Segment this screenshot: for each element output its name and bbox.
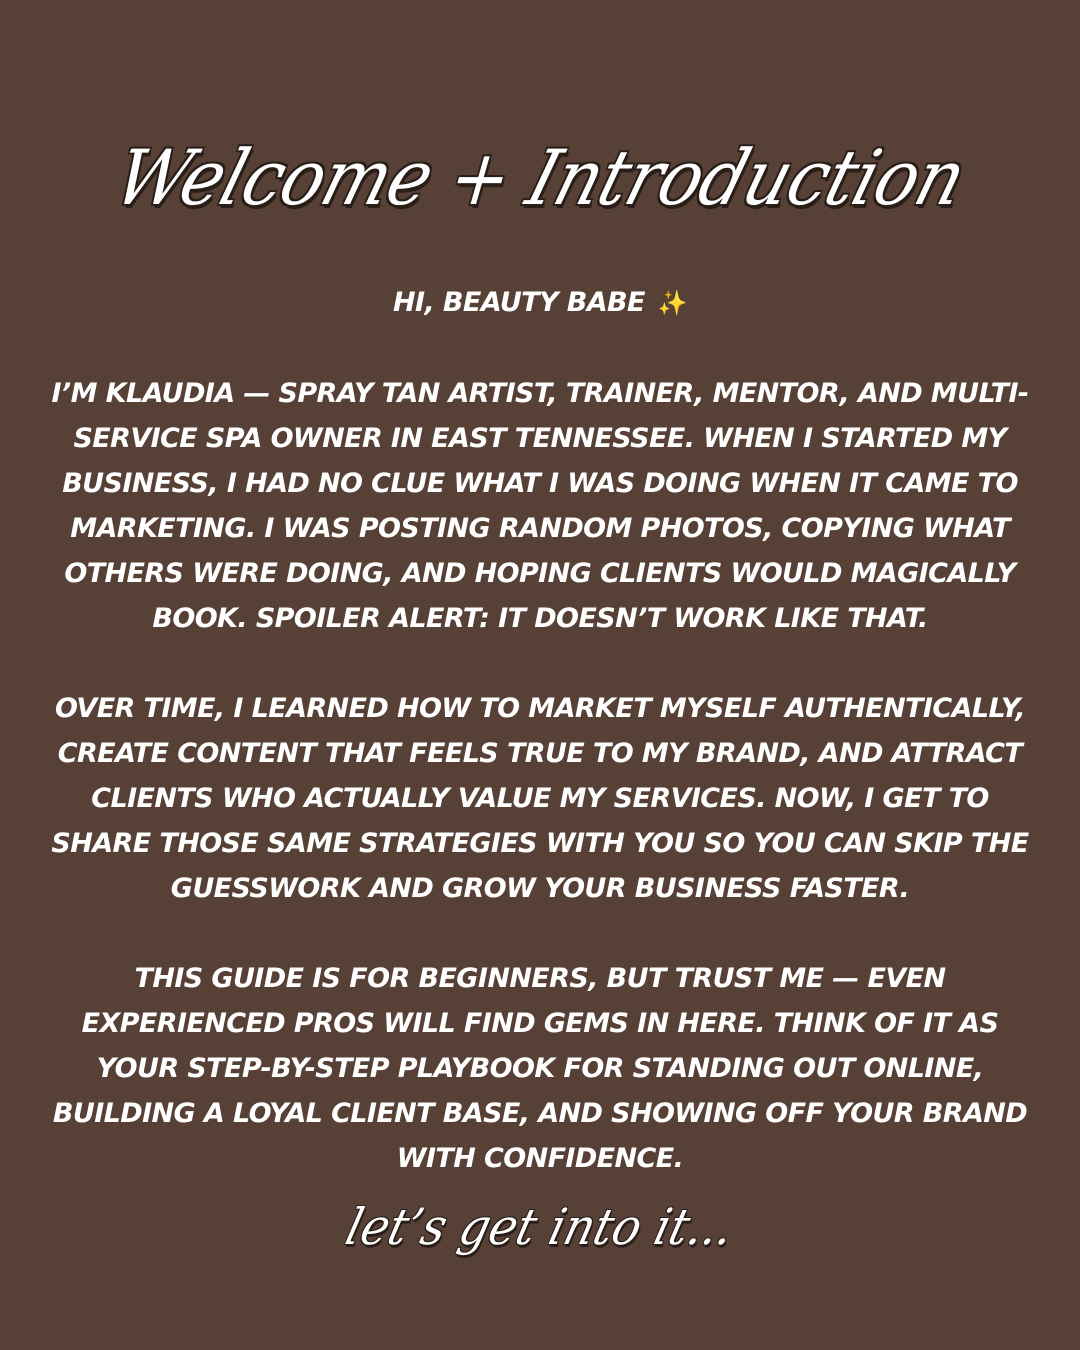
page-title: Welcome + Introduction	[105, 133, 976, 222]
growth-paragraph: OVER TIME, I LEARNED HOW TO MARKET MYSELF AUTHENTICALLY, CREATE CONTENT THAT FEELS TRUE TO MY BRAND, AND ATTRACT CLIENTS WHO ACTUALLY VALUE MY SERVICES. NOW, I GET TO SHARE THOSE SAME STRATEGIES WITH YOU SO YOU CAN SKIP THE GUESSWORK AND GROW YOUR BUSINESS FASTER.	[51, 693, 1029, 904]
intro-paragraph: I’M KLAUDIA — SPRAY TAN ARTIST, TRAINER, MENTOR, AND MULTI-SERVICE SPA OWNER IN EAST TENNESSEE. WHEN I STARTED MY BUSINESS, I HAD NO CLUE WHAT I WAS DOING WHEN IT CAME TO MARKETING. I WAS POSTING RANDOM PHOTOS, COPYING WHAT OTHERS WERE DOING, AND HOPING CLIENTS WOULD MAGICALLY BOOK. SPOILER ALERT: IT DOESN’T WORK LIKE THAT.	[51, 378, 1029, 634]
closing-signoff: let’s get into it...	[340, 1198, 740, 1256]
greeting-text: HI, BEAUTY BABE	[393, 287, 645, 318]
intro-body	[38, 280, 1042, 1181]
greeting-line	[38, 280, 1042, 326]
guide-paragraph: THIS GUIDE IS FOR BEGINNERS, BUT TRUST ME — EVEN EXPERIENCED PROS WILL FIND GEMS IN HERE. THINK OF IT AS YOUR STEP-BY-STEP PLAYBOOK FOR STANDING OUT ONLINE, BUILDING A LOYAL CLIENT BASE, AND SHOWING OFF YOUR BRAND WITH CONFIDENCE.	[52, 963, 1028, 1174]
sparkles-icon: ✨	[657, 289, 687, 317]
